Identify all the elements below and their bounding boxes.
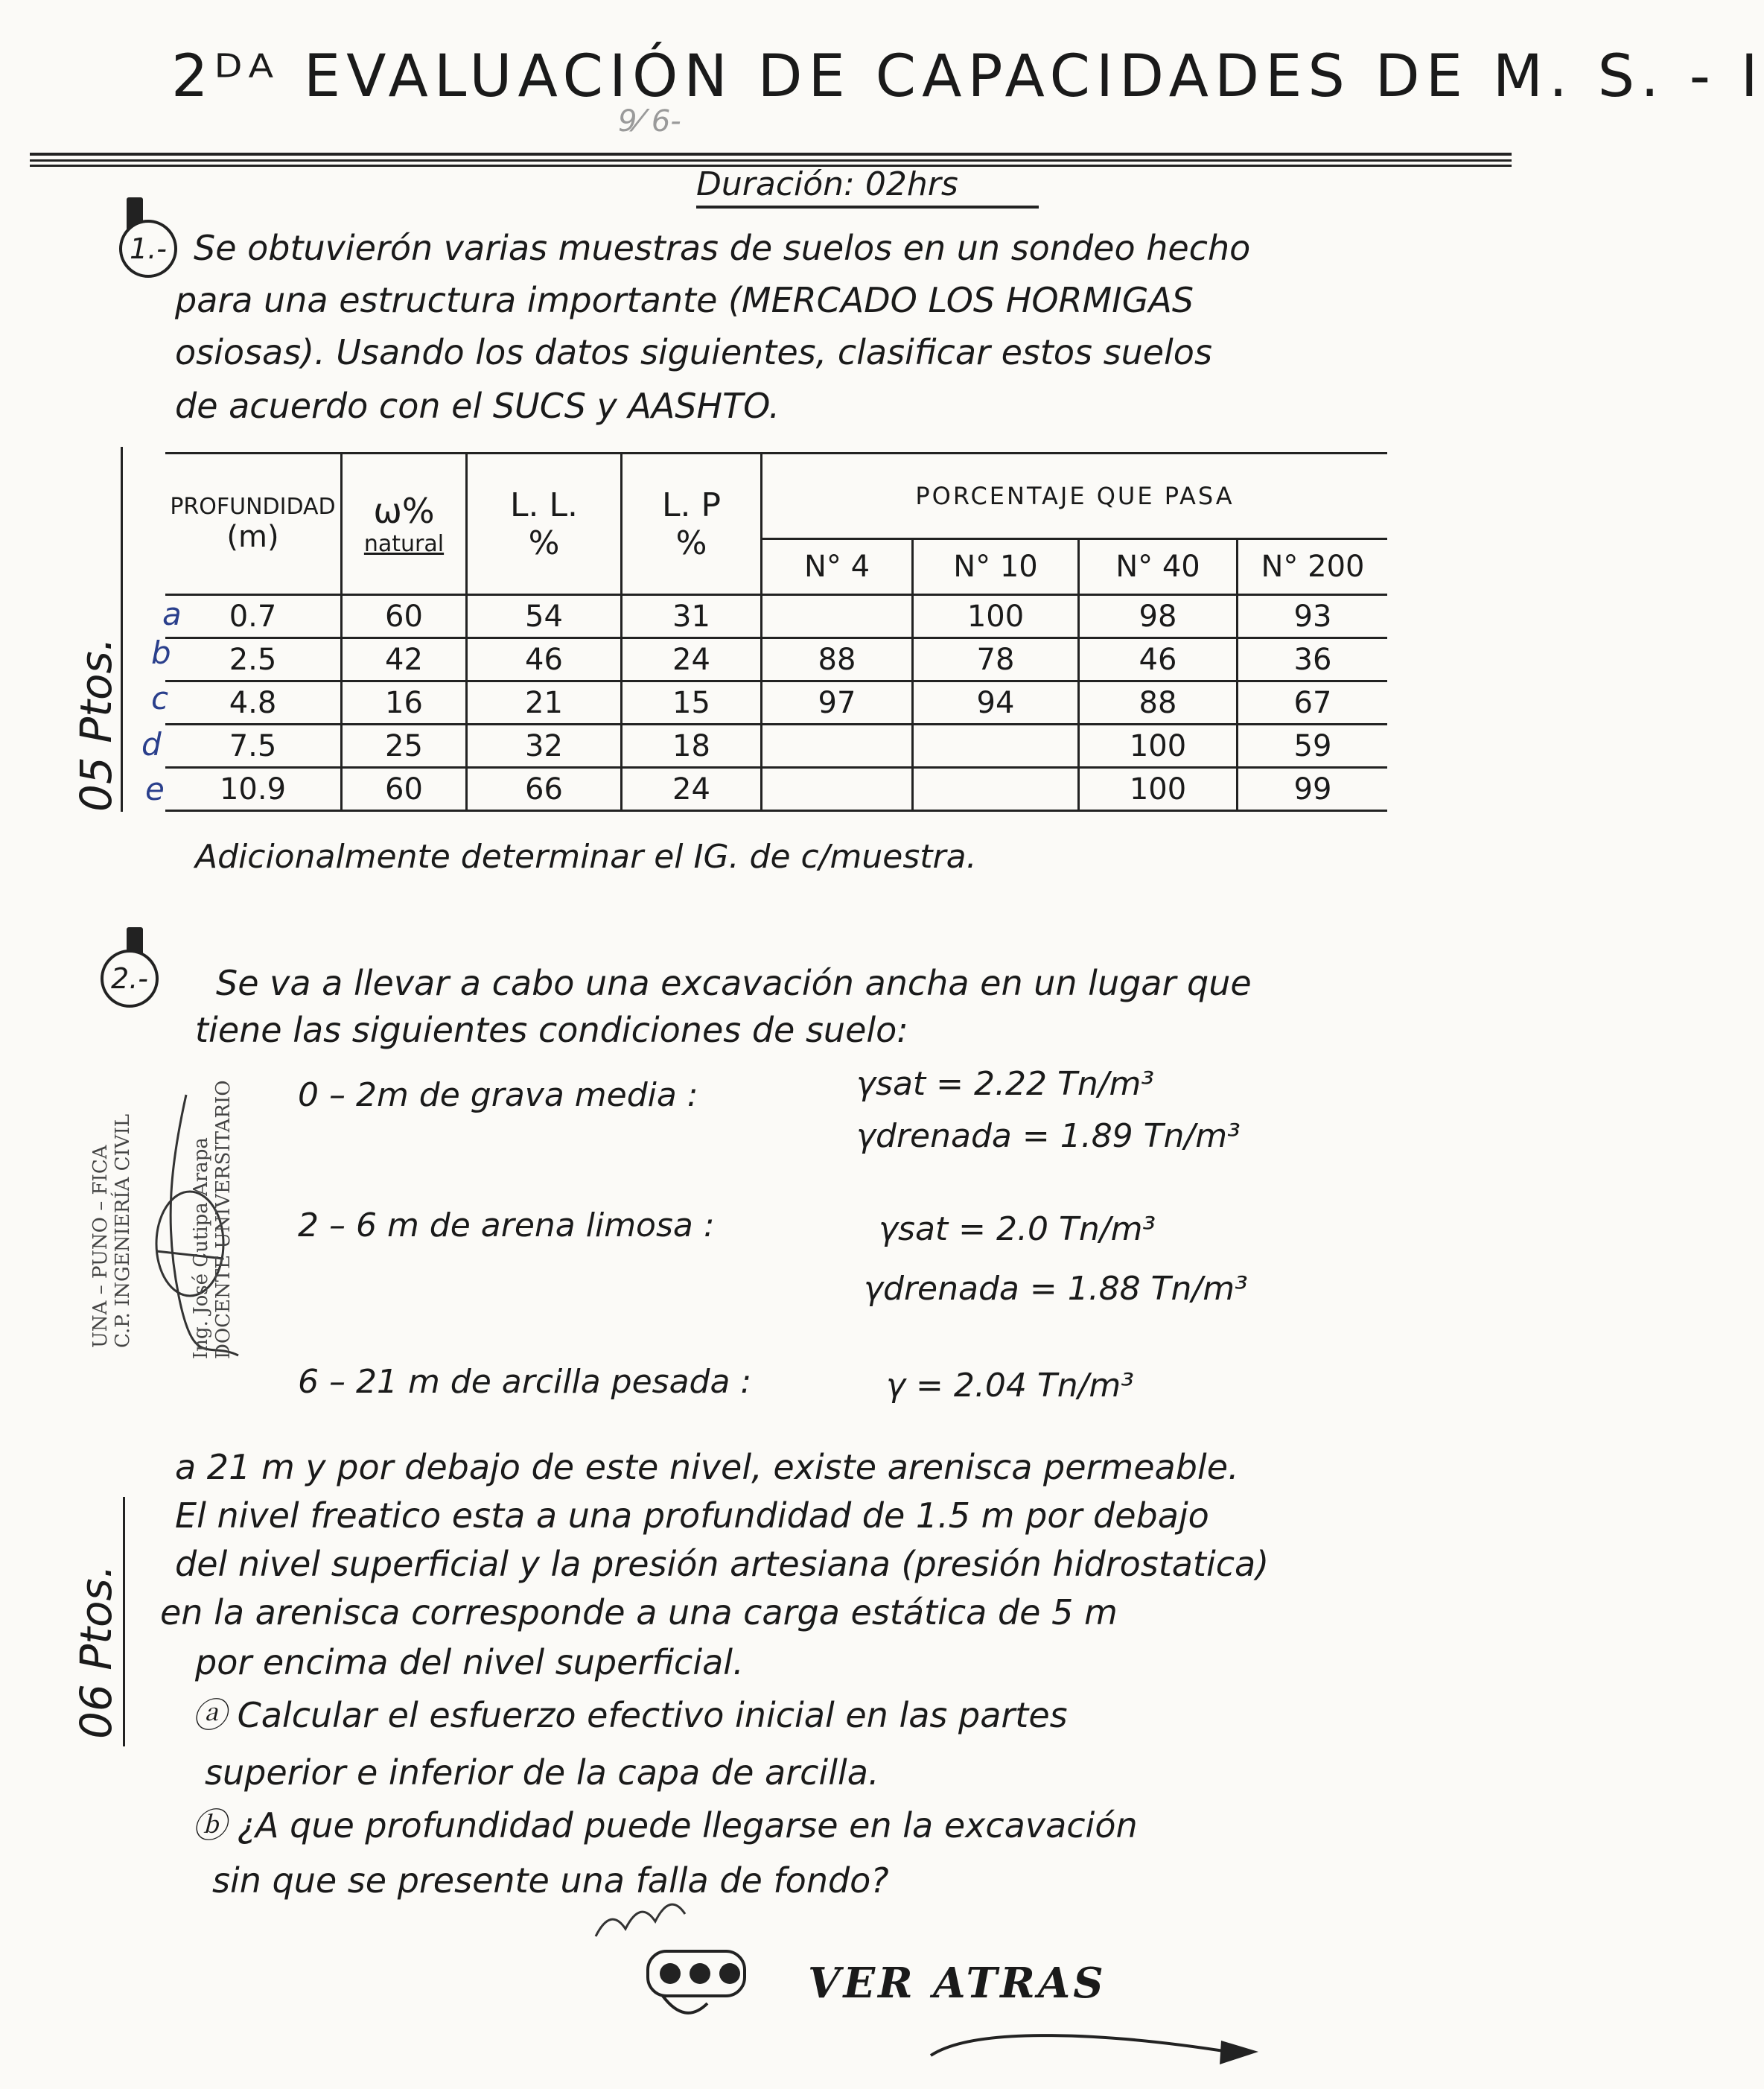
soil-layer-unit-weight: γsat = 2.0 Tn/m³ (879, 1210, 1156, 1248)
soil-layer-unit-weight: γdrenada = 1.88 Tn/m³ (864, 1270, 1248, 1308)
question-2-part-b: ⓑ ¿A que profundidad puede llegarse en la excavación (192, 1805, 1138, 1845)
cell-ll: 46 (467, 638, 622, 681)
margin-rule (123, 1497, 125, 1746)
question-2-part-b: sin que se presente una falla de fondo? (212, 1860, 889, 1901)
cell-n40: 46 (1079, 638, 1238, 681)
exam-duration: Duración: 02hrs (696, 165, 958, 203)
question-1-text: para una estructura importante (MERCADO LOS HORMIGAS (175, 280, 1194, 320)
cell-lp: 31 (622, 595, 762, 638)
cell-lp: 15 (622, 681, 762, 725)
question-2-text: El nivel freatico esta a una profundidad de 1.5 m por debajo (175, 1495, 1209, 1536)
cell-n4: 88 (762, 638, 913, 681)
cell-n200: 59 (1238, 725, 1388, 768)
page-title: 2ᴰᴬ EVALUACIÓN DE CAPACIDADES DE M. S. - I (171, 43, 1764, 110)
cell-n200: 99 (1238, 768, 1388, 811)
cell-n4: 97 (762, 681, 913, 725)
row-letter: a (162, 596, 182, 632)
soil-layer-range: 0 – 2m de grava media : (298, 1076, 698, 1114)
cell-depth: 2.5 (165, 638, 342, 681)
cell-n10 (913, 768, 1079, 811)
cell-ll: 21 (467, 681, 622, 725)
cell-depth: 4.8 (165, 681, 342, 725)
cell-n200: 36 (1238, 638, 1388, 681)
header-ll-unit: % (528, 524, 560, 562)
header-depth-unit: (m) (226, 520, 279, 554)
cell-lp: 18 (622, 725, 762, 768)
cell-depth: 7.5 (165, 725, 342, 768)
cell-depth: 0.7 (165, 595, 342, 638)
question-1-text: osiosas). Usando los datos siguientes, clasificar estos suelos (175, 332, 1212, 372)
question-2-text: por encima del nivel superficial. (195, 1642, 744, 1682)
soil-layer-unit-weight: γsat = 2.22 Tn/m³ (856, 1065, 1155, 1103)
row-letter: c (151, 680, 169, 716)
stamp-line: DOCENTE UNIVERSITARIO (212, 1080, 235, 1359)
stamp-line: C.P. INGENIERÍA CIVIL (112, 1113, 134, 1348)
row-letter: e (145, 771, 165, 807)
cell-n4 (762, 725, 913, 768)
cell-n10 (913, 725, 1079, 768)
question-2-part-a: superior e inferior de la capa de arcilla. (205, 1752, 879, 1793)
cell-lp: 24 (622, 638, 762, 681)
question-2-text: tiene las siguientes condiciones de suelo: (195, 1010, 908, 1050)
header-moisture-sub: natural (363, 531, 445, 557)
header-moisture-label: ω% (373, 491, 435, 531)
header-n4: N° 4 (762, 539, 913, 595)
cell-moisture: 16 (342, 681, 467, 725)
doodle-drawing (581, 1892, 774, 2029)
cell-n10: 100 (913, 595, 1079, 638)
turn-over-note: VER ATRAS (808, 1959, 1107, 2008)
cartoon-face-doodle (581, 1892, 774, 2026)
question-1-additional: Adicionalmente determinar el IG. de c/muestra. (195, 838, 977, 876)
table-row (165, 725, 1387, 768)
header-lp (622, 454, 762, 595)
header-depth-label: PROFUNDIDAD (170, 494, 336, 520)
question-2-part-a: ⓐ Calcular el esfuerzo efectivo inicial en las partes (192, 1695, 1068, 1735)
cell-n40: 100 (1079, 768, 1238, 811)
header-ll (467, 454, 622, 595)
header-ll-label: L. L. (510, 486, 578, 524)
soil-table (165, 452, 1387, 812)
header-lp-label: L. P (661, 486, 722, 524)
header-lp-unit: % (675, 524, 707, 562)
cell-ll: 54 (467, 595, 622, 638)
header-n10: N° 10 (913, 539, 1079, 595)
margin-rule (121, 447, 123, 812)
header-n40: N° 40 (1079, 539, 1238, 595)
question-2-text: en la arenisca corresponde a una carga estática de 5 m (160, 1592, 1118, 1632)
cell-moisture: 42 (342, 638, 467, 681)
cell-n200: 67 (1238, 681, 1388, 725)
question-2-text: a 21 m y por debajo de este nivel, existe arenisca permeable. (175, 1447, 1239, 1487)
soil-layer-unit-weight: γdrenada = 1.89 Tn/m³ (856, 1117, 1241, 1155)
question-number: 1.- (119, 220, 177, 278)
header-passing (762, 454, 1388, 539)
row-letter: d (141, 726, 162, 763)
stamp-text (89, 1114, 134, 1348)
cell-n200: 93 (1238, 595, 1388, 638)
cell-lp: 24 (622, 768, 762, 811)
cell-n10: 94 (913, 681, 1079, 725)
cell-n40: 88 (1079, 681, 1238, 725)
question-1-text: Se obtuvierón varias muestras de suelos en un sondeo hecho (194, 228, 1251, 268)
cell-moisture: 60 (342, 768, 467, 811)
duration-underline (696, 206, 1039, 209)
table-row (165, 638, 1387, 681)
title-scribble: 9⁄ 6- (618, 104, 681, 139)
table-row (165, 681, 1387, 725)
stamp-line: UNA – PUNO – FICA (89, 1145, 112, 1348)
question-2-text: del nivel superficial y la presión artesiana (presión hidrostatica) (175, 1544, 1270, 1584)
table-row (165, 595, 1387, 638)
arrow-icon (886, 2011, 1273, 2081)
soil-layer-range: 2 – 6 m de arena limosa : (298, 1206, 715, 1244)
cell-depth: 10.9 (165, 768, 342, 811)
cell-ll: 32 (467, 725, 622, 768)
cell-ll: 66 (467, 768, 622, 811)
table-row (165, 768, 1387, 811)
question-1-text: de acuerdo con el SUCS y AASHTO. (175, 386, 780, 426)
cell-n4 (762, 595, 913, 638)
header-n200: N° 200 (1238, 539, 1388, 595)
question-number: 2.- (101, 950, 159, 1008)
cell-moisture: 25 (342, 725, 467, 768)
question-1-points: 05 Ptos. (71, 637, 121, 812)
question-2-points: 06 Ptos. (71, 1564, 121, 1739)
soil-layer-range: 6 – 21 m de arcilla pesada : (298, 1363, 752, 1401)
stamp-line: Ing. José Cutipa Arapa (190, 1137, 212, 1359)
header-depth (165, 454, 342, 595)
header-moisture (342, 454, 467, 595)
cell-n40: 98 (1079, 595, 1238, 638)
cell-n10: 78 (913, 638, 1079, 681)
cell-n4 (762, 768, 913, 811)
soil-layer-unit-weight: γ = 2.04 Tn/m³ (886, 1367, 1134, 1405)
question-2-text: Se va a llevar a cabo una excavación ancha en un lugar que (216, 963, 1252, 1003)
stamp-text (190, 1080, 235, 1359)
header-passing-label: PORCENTAJE QUE PASA (915, 482, 1235, 510)
cell-moisture: 60 (342, 595, 467, 638)
row-letter: b (151, 635, 171, 671)
title-rule (30, 153, 1512, 156)
cell-n40: 100 (1079, 725, 1238, 768)
title-rule (30, 159, 1512, 162)
